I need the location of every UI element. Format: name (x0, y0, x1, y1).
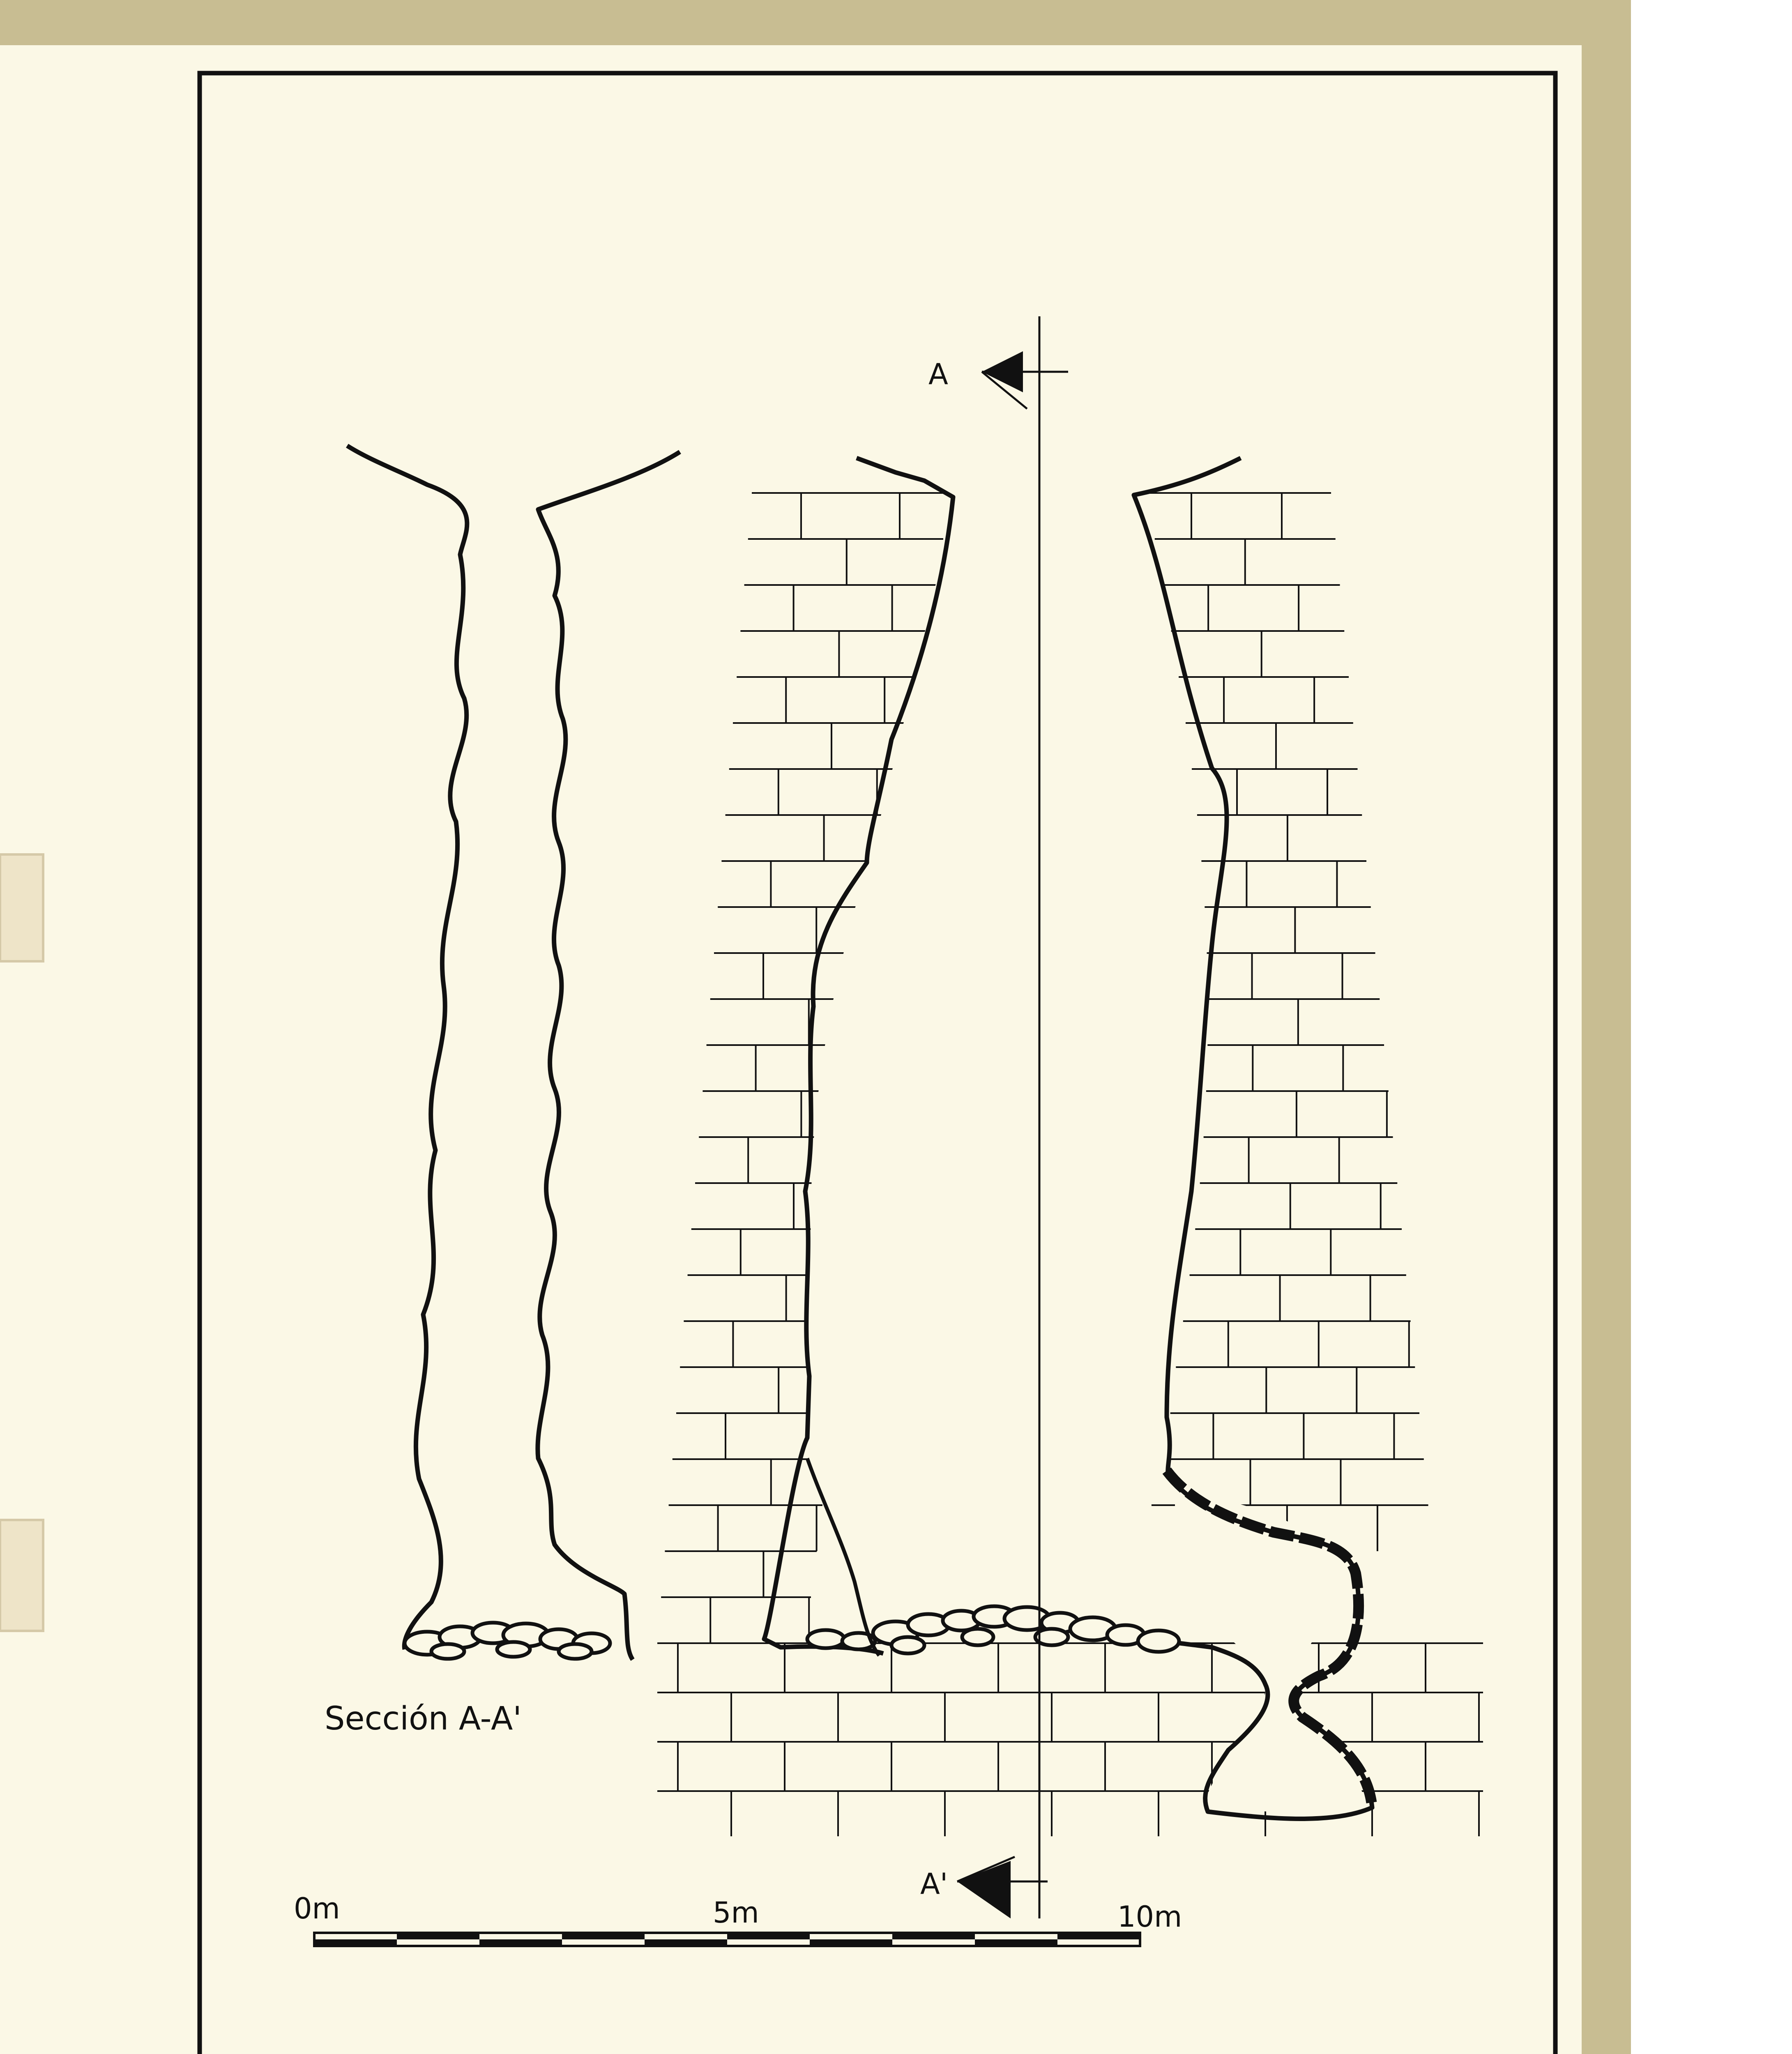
scale-label-10m: 10m (1117, 1900, 1182, 1934)
marker-label-a-prime: A' (920, 1867, 948, 1901)
tape-strip-upper (0, 854, 43, 961)
scale-label-0m: 0m (294, 1892, 340, 1925)
section-caption: Sección A-A' (325, 1700, 522, 1737)
cave-floor-void (772, 1467, 1232, 1495)
marker-label-a: A (928, 357, 948, 391)
tape-strip-lower (0, 1520, 43, 1631)
scale-label-5m: 5m (713, 1896, 759, 1930)
